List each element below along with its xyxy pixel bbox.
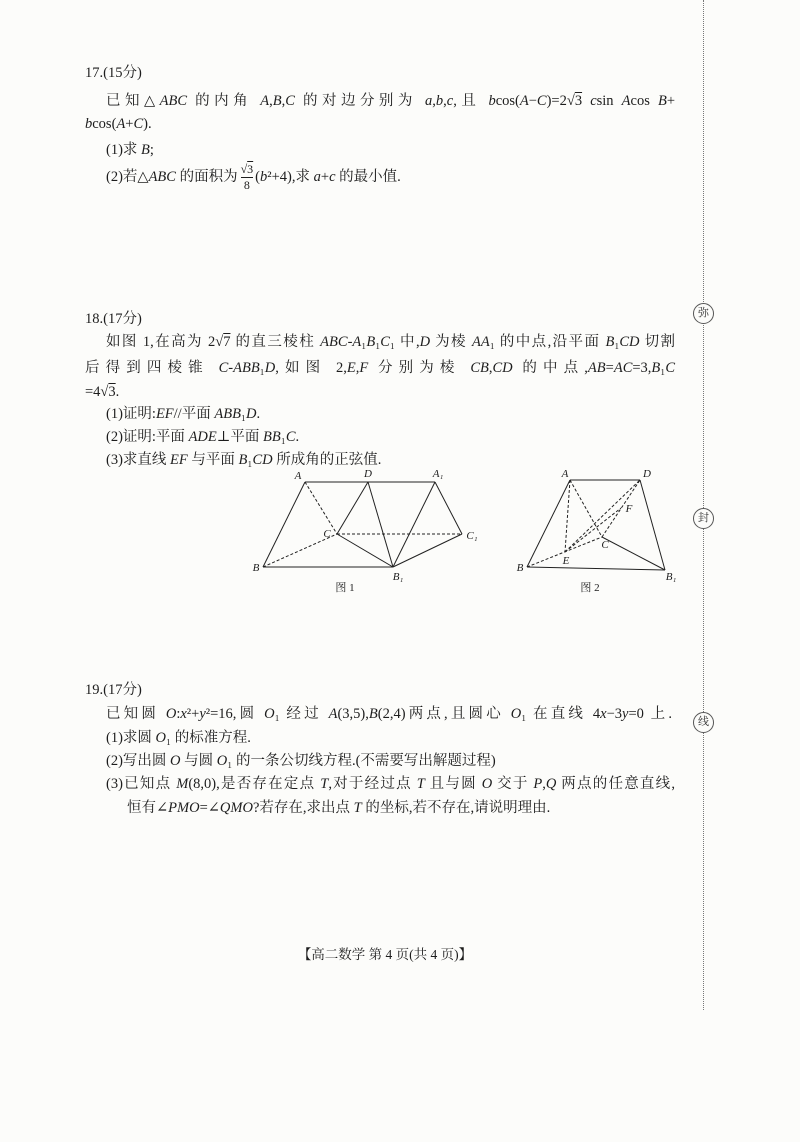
math-variable: D (262, 452, 273, 468)
label-a: A (561, 468, 569, 480)
math-variable: B (658, 93, 667, 109)
question-18-stem-line-1: 如图 1,在高为 2√7 的直三棱柱 ABC-A₁B₁C₁ 中,D 为棱 AA₁ 的中点,沿平面 B₁CD 切割 (106, 334, 675, 350)
label-c1: C₁ (466, 530, 478, 542)
math-variable: A (116, 116, 126, 132)
math-variable: A (480, 334, 490, 350)
math-variable: Q (545, 776, 557, 792)
label-e: E (562, 555, 570, 567)
page-footer: 【高二数学 第 4 页(共 4 页)】 (297, 947, 473, 962)
math-variable: F (178, 452, 188, 468)
math-variable: D (197, 429, 208, 445)
question-17-part-2 (106, 159, 401, 195)
math-variable: E (170, 452, 179, 468)
math-variable: F (359, 360, 369, 376)
math-variable: C (218, 360, 229, 376)
seal-mark-mi: 弥 (693, 303, 714, 324)
math-variable: A (621, 93, 631, 109)
math-variable: A (587, 360, 597, 376)
math-variable: E (155, 406, 165, 422)
question-19-part-3-line-2: 恒有∠PMO=∠QMO?若存在,求出点 T 的坐标,若不存在,请说明理由. (127, 800, 551, 816)
segment-e-f (565, 508, 621, 552)
question-17-stem-line-1: 已知△ABC 的内角 A,B,C 的对边分别为 a,b,c,且 bcos(A−C)=2√3 csin Acos B+ (106, 93, 676, 109)
segment-a-e (565, 480, 570, 552)
math-variable: C (133, 116, 144, 132)
math-variable: x (180, 706, 187, 722)
math-variable: B (368, 706, 378, 722)
math-variable: D (629, 334, 640, 350)
math-variable: O (510, 706, 522, 722)
label-a: A (294, 470, 302, 482)
radicand: 7 (223, 334, 231, 350)
question-18-stem-line-2: 后得到四棱锥 C-ABB₁D,如图 2,E,F 分别为棱 CB,CD 的中点,AB=AC=3,B₁C (85, 360, 676, 376)
math-function: sin (596, 93, 614, 109)
question-18-part-1: (1)证明:EF//平面 ABB₁D. (106, 406, 261, 422)
math-variable: C (380, 334, 390, 350)
math-variable: C (536, 93, 547, 109)
math-variable: T (416, 776, 425, 792)
math-variable: A (320, 334, 330, 350)
math-function: cos (630, 93, 650, 109)
math-variable: F (164, 406, 174, 422)
math-variable: A (519, 93, 529, 109)
math-variable: c (329, 169, 336, 185)
question-17-part-2-lead: (2)若△ABC 的面积为 (106, 169, 238, 185)
math-variable: B (651, 360, 661, 376)
question-18-part-2: (2)证明:平面 ADE⊥平面 BB₁C. (106, 429, 300, 445)
math-variable: A (233, 360, 242, 376)
label-b1: B₁ (392, 571, 404, 583)
math-variable: A (148, 169, 158, 185)
math-variable: B (272, 93, 282, 109)
math-variable: A (260, 93, 270, 109)
math-variable: A (214, 406, 224, 422)
math-variable: C (470, 360, 480, 376)
math-variable: D (264, 360, 276, 376)
edge-c-b1 (602, 537, 665, 570)
label-a1: A₁ (432, 468, 444, 480)
label-c: C (323, 528, 331, 540)
math-variable: T (353, 800, 362, 816)
math-variable: P (533, 776, 543, 792)
math-variable: O (170, 753, 181, 769)
area-fraction (241, 163, 254, 192)
label-b: B (516, 562, 524, 574)
math-variable: C (665, 360, 676, 376)
edge-a-c-hidden (570, 480, 602, 537)
math-variable: B (157, 169, 167, 185)
edge-b1-c1 (393, 534, 462, 567)
math-variable: M (176, 776, 189, 792)
math-variable: B (141, 142, 150, 158)
question-17-stem-line-2: bcos(A+C). (85, 116, 152, 132)
math-variable: A (352, 334, 362, 350)
math-variable: M (230, 800, 243, 816)
question-19-number: 19.(17分) (85, 682, 142, 698)
math-variable: B (263, 429, 272, 445)
edge-a1-b1 (393, 482, 435, 567)
math-variable: D (245, 406, 257, 422)
math-variable: b (85, 116, 93, 132)
math-variable: B (366, 334, 376, 350)
math-variable: M (177, 800, 190, 816)
math-variable: b (435, 93, 444, 109)
math-variable: B (329, 334, 338, 350)
math-variable: b (488, 93, 496, 109)
figure-1-prism-diagram (250, 465, 490, 590)
label-d: D (643, 468, 651, 480)
math-variable: c (590, 93, 597, 109)
math-variable: E (207, 429, 217, 445)
math-variable: T (320, 776, 329, 792)
math-variable: P (168, 800, 178, 816)
figure-2-pyramid-diagram (515, 465, 685, 590)
math-variable: a (313, 169, 321, 185)
figure-2-caption: 图 2 (580, 582, 600, 594)
math-variable: A (613, 360, 623, 376)
math-variable: C (166, 169, 176, 185)
math-function: cos (92, 116, 112, 132)
math-variable: O (216, 753, 228, 769)
seal-mark-feng: 封 (693, 508, 714, 529)
label-d: D (364, 468, 372, 480)
radicand: 3 (247, 161, 254, 176)
math-variable: C (337, 334, 348, 350)
math-variable: B (223, 406, 233, 422)
math-variable: a (425, 93, 433, 109)
label-b: B (252, 562, 260, 574)
radicand: 3 (108, 384, 116, 400)
math-variable: C (622, 360, 633, 376)
edge-a-b (527, 480, 570, 567)
math-variable: C (285, 429, 296, 445)
math-variable: D (502, 360, 513, 376)
radicand: 3 (574, 93, 583, 109)
label-f: F (625, 503, 633, 515)
edge-a-c-hidden (305, 482, 337, 534)
math-variable: b (260, 169, 268, 185)
question-18-stem-line-3: =4√3. (85, 384, 120, 400)
math-variable: B (605, 334, 615, 350)
math-variable: C (285, 93, 295, 109)
edge-a1-c1 (435, 482, 462, 534)
math-variable: B (232, 406, 241, 422)
question-18-part-3: (3)求直线 EF 与平面 B₁CD 所成角的正弦值. (106, 452, 382, 468)
math-variable: O (189, 800, 200, 816)
question-19-part-3-line-1: (3)已知点 M(8,0),是否存在定点 T,对于经过点 T 且与圆 O 交于 P,Q 两点的任意直线, (106, 776, 676, 792)
math-variable: C (177, 93, 188, 109)
question-17-part-2-tail: (b²+4),求 a+c 的最小值. (255, 169, 401, 185)
math-variable: B (271, 429, 281, 445)
math-variable: c (446, 93, 454, 109)
math-variable: B (241, 360, 251, 376)
math-variable: B (168, 93, 178, 109)
question-17-part-1: (1)求 B; (106, 142, 154, 158)
math-variable: O (264, 706, 275, 722)
fraction-numerator: √3 (240, 161, 254, 176)
question-19-part-1: (1)求圆 O₁ 的标准方程. (106, 730, 251, 746)
math-variable: C (492, 360, 503, 376)
math-variable: B (238, 452, 248, 468)
math-variable: Q (219, 800, 231, 816)
edge-d-c (337, 482, 368, 534)
math-variable: E (346, 360, 356, 376)
question-19-part-2: (2)写出圆 O 与圆 O₁ 的一条公切线方程.(不需要写出解题过程) (106, 753, 496, 769)
label-c: C (601, 539, 609, 551)
math-variable: B (250, 360, 260, 376)
math-variable: A (328, 706, 338, 722)
question-17-number: 17.(15分) (85, 65, 142, 81)
edge-a-b (263, 482, 305, 567)
math-variable: O (481, 776, 493, 792)
math-variable: y (622, 706, 629, 722)
math-variable: O (165, 706, 177, 722)
math-variable: O (242, 800, 253, 816)
math-variable: A (159, 93, 169, 109)
binding-dotted-line (703, 0, 704, 1010)
question-18-number: 18.(17分) (85, 311, 142, 327)
question-19-stem: 已知圆 O:x²+y²=16,圆 O₁ 经过 A(3,5),B(2,4)两点,且圆心 O₁ 在直线 4x−3y=0 上. (106, 706, 672, 722)
math-variable: y (199, 706, 206, 722)
math-variable: C (619, 334, 630, 350)
math-variable: A (188, 429, 198, 445)
figure-1-caption: 图 1 (335, 582, 355, 594)
label-b1: B₁ (665, 571, 677, 583)
math-variable: x (600, 706, 607, 722)
math-function: cos (495, 93, 516, 109)
math-variable: D (419, 334, 431, 350)
edge-d-b1 (640, 480, 665, 570)
math-variable: C (252, 452, 263, 468)
seal-mark-xian: 线 (693, 712, 714, 733)
fraction-denominator: 8 (243, 177, 250, 192)
math-variable: O (155, 730, 167, 746)
edge-b-b1 (527, 567, 665, 570)
math-variable: A (472, 334, 481, 350)
math-variable: B (596, 360, 606, 376)
math-variable: B (479, 360, 489, 376)
